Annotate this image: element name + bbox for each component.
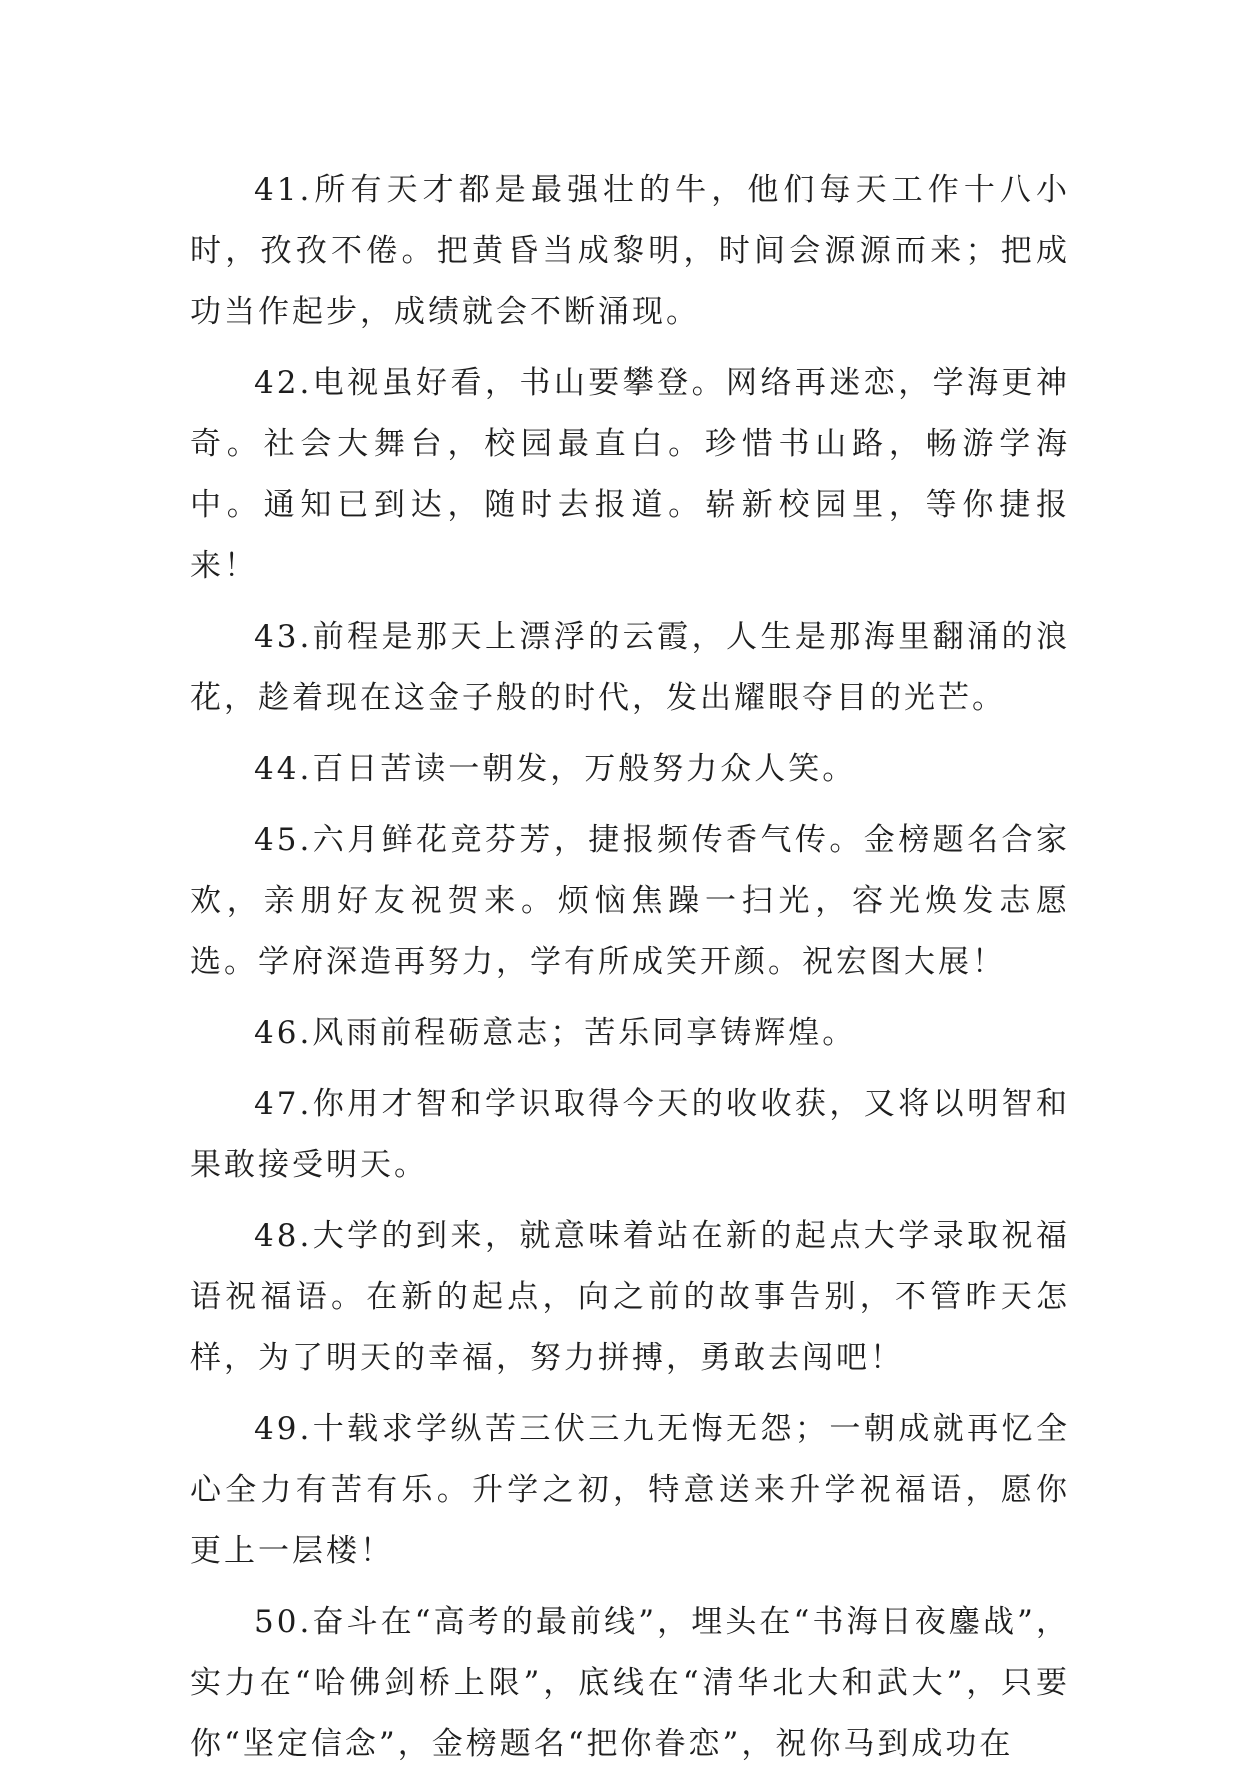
paragraph-46: 46.风雨前程砺意志；苦乐同享铸辉煌。 — [254, 1015, 857, 1051]
paragraph-47: 47.你用才智和学识取得今天的收收获，又将以明智和果敢接受明天。 — [190, 1086, 1070, 1183]
paragraph-44: 44.百日苦读一朝发，万般努力众人笑。 — [254, 751, 857, 787]
paragraph-49: 49.十载求学纵苦三伏三九无悔无怨；一朝成就再忆全心全力有苦有乐。升学之初，特意送来升学祝福语，愿你更上一层楼！ — [190, 1411, 1070, 1569]
paragraph-45: 45.六月鲜花竞芬芳，捷报频传香气传。金榜题名合家欢，亲朋好友祝贺来。烦恼焦躁一扫光，容光焕发志愿选。学府深造再努力，学有所成笑开颜。祝宏图大展！ — [190, 822, 1070, 980]
paragraph-48: 48.大学的到来，就意味着站在新的起点大学录取祝福语祝福语。在新的起点，向之前的故事告别，不管昨天怎样，为了明天的幸福，努力拼搏，勇敢去闯吧！ — [190, 1218, 1070, 1376]
document-body — [190, 160, 1070, 1785]
paragraph-41: 41.所有天才都是最强壮的牛，他们每天工作十八小时，孜孜不倦。把黄昏当成黎明，时间会源源而来；把成功当作起步，成绩就会不断涌现。 — [190, 172, 1070, 330]
paragraph-43: 43.前程是那天上漂浮的云霞，人生是那海里翻涌的浪花，趁着现在这金子般的时代，发出耀眼夺目的光芒。 — [190, 619, 1070, 716]
paragraph-42: 42.电视虽好看，书山要攀登。网络再迷恋，学海更神奇。社会大舞台，校园最直白。珍惜书山路，畅游学海中。通知已到达，随时去报道。崭新校园里，等你捷报来！ — [190, 365, 1070, 584]
paragraph-50: 50.奋斗在“高考的最前线”，埋头在“书海日夜鏖战”，实力在“哈佛剑桥上限”，底线在“清华北大和武大”，只要你“坚定信念”，金榜题名“把你眷恋”，祝你马到成功在 — [190, 1604, 1070, 1762]
